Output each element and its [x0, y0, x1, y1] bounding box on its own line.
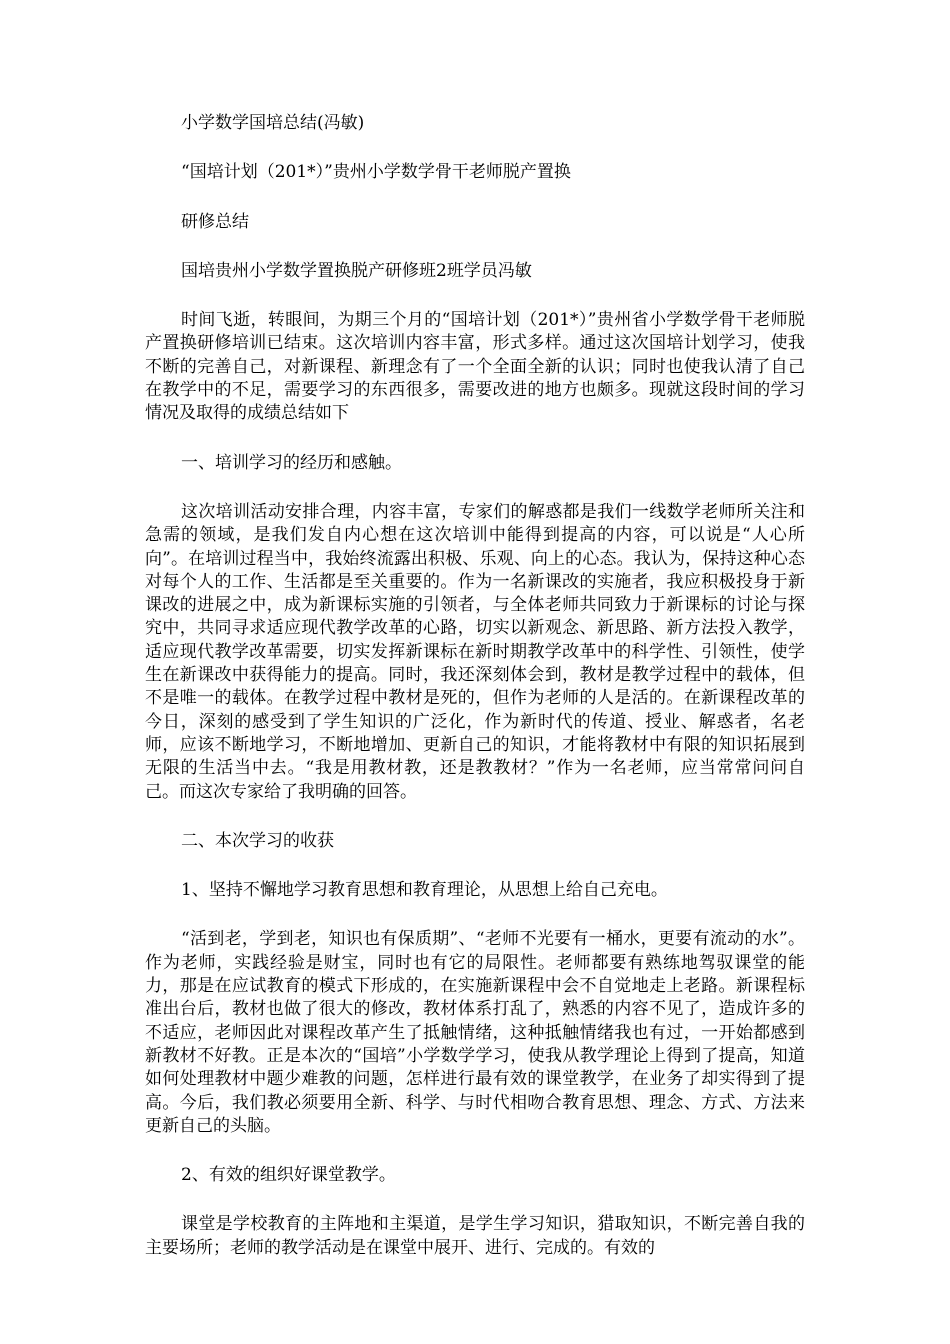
item2-body: 课堂是学校教育的主阵地和主渠道，是学生学习知识，猎取知识，不断完善自我的主要场所；老师的教学活动是在课堂中展开、进行、完成的。有效的 — [145, 1214, 805, 1258]
item1-heading: 1、坚持不懈地学习教育思想和教育理论，从思想上给自己充电。 — [181, 880, 668, 901]
item1-body: “活到老，学到老，知识也有保质期”、“老师不光要有一桶水，更要有流动的水”。作为老师，实践经验是财宝，同时也有它的局限性。老师都要有熟练地驾驭课堂的能力，那是在应试教育的模式下形成的，在实施新课程中会不自觉地走上老路。新课程标准出台后，教材也做了很大的修改，教材体系打乱了，熟悉的内容不见了，造成许多的不适应，老师因此对课程改革产生了抵触情绪，这种抵触情绪我也有过，一开始都感到新教材不好教。正是本次的“国培”小学数学学习，使我从教学理论上得到了提高，知道如何处理教材中题少难教的问题，怎样进行最有效的课堂教学，在业务了却实得到了提高。今后，我们教必须要用全新、科学、与时代相吻合教育思想、理念、方式、方法来更新自己的头脑。 — [145, 929, 805, 1136]
section2-heading: 二、本次学习的收获 — [181, 830, 334, 851]
section1-body: 这次培训活动安排合理，内容丰富，专家们的解惑都是我们一线数学老师所关注和急需的领域，是我们发自内心想在这次培训中能得到提高的内容，可以说是“人心所向”。在培训过程当中，我始终流露出积极、乐观、向上的心态。我认为，保持这种心态对每个人的工作、生活都是至关重要的。作为一名新课改的实施者，我应积极投身于新课改的进展之中，成为新课标实施的引领者，与全体老师共同致力于新课标的讨论与探究中，共同寻求适应现代教学改革的心路，切实以新观念、新思路、新方法投入教学，适应现代教学改革需要，切实发挥新课标在新时期教学改革中的科学性、引领性，使学生在新课改中获得能力的提高。同时，我还深刻体会到，教材是教学过程中的载体，但不是唯一的载体。在教学过程中教材是死的，但作为老师的人是活的。在新课程改革的今日，深刻的感受到了学生知识的广泛化，作为新时代的传道、授业、解惑者，名老师，应该不断地学习，不断地增加、更新自己的知识，才能将教材中有限的知识拓展到无限的生活当中去。“我是用教材教，还是教教材？”作为一名老师，应当常常问问自己。而这次专家给了我明确的回答。 — [145, 501, 805, 802]
document-author-line: 国培贵州小学数学置换脱产研修班2班学员冯敏 — [181, 260, 532, 281]
intro-paragraph: 时间飞逝，转眼间，为期三个月的“国培计划（201*）”贵州省小学数学骨干老师脱产置换研修培训已结束。这次培训内容丰富，形式多样。通过这次国培计划学习，使我不断的完善自己，对新课程、新理念有了一个全面全新的认识；同时也使我认清了自己在教学中的不足，需要学习的东西很多，需要改进的地方也颇多。现就这段时间的学习情况及取得的成绩总结如下 — [145, 310, 805, 424]
document-title: 小学数学国培总结(冯敏) — [181, 113, 365, 133]
section1-heading: 一、培训学习的经历和感触。 — [181, 452, 402, 473]
document-subtitle-line2: 研修总结 — [181, 211, 249, 232]
item2-heading: 2、有效的组织好课堂教学。 — [181, 1165, 396, 1186]
document-content — [145, 112, 805, 1260]
document-subtitle-line1: “国培计划（201*）”贵州小学数学骨干老师脱产置换 — [181, 162, 571, 183]
